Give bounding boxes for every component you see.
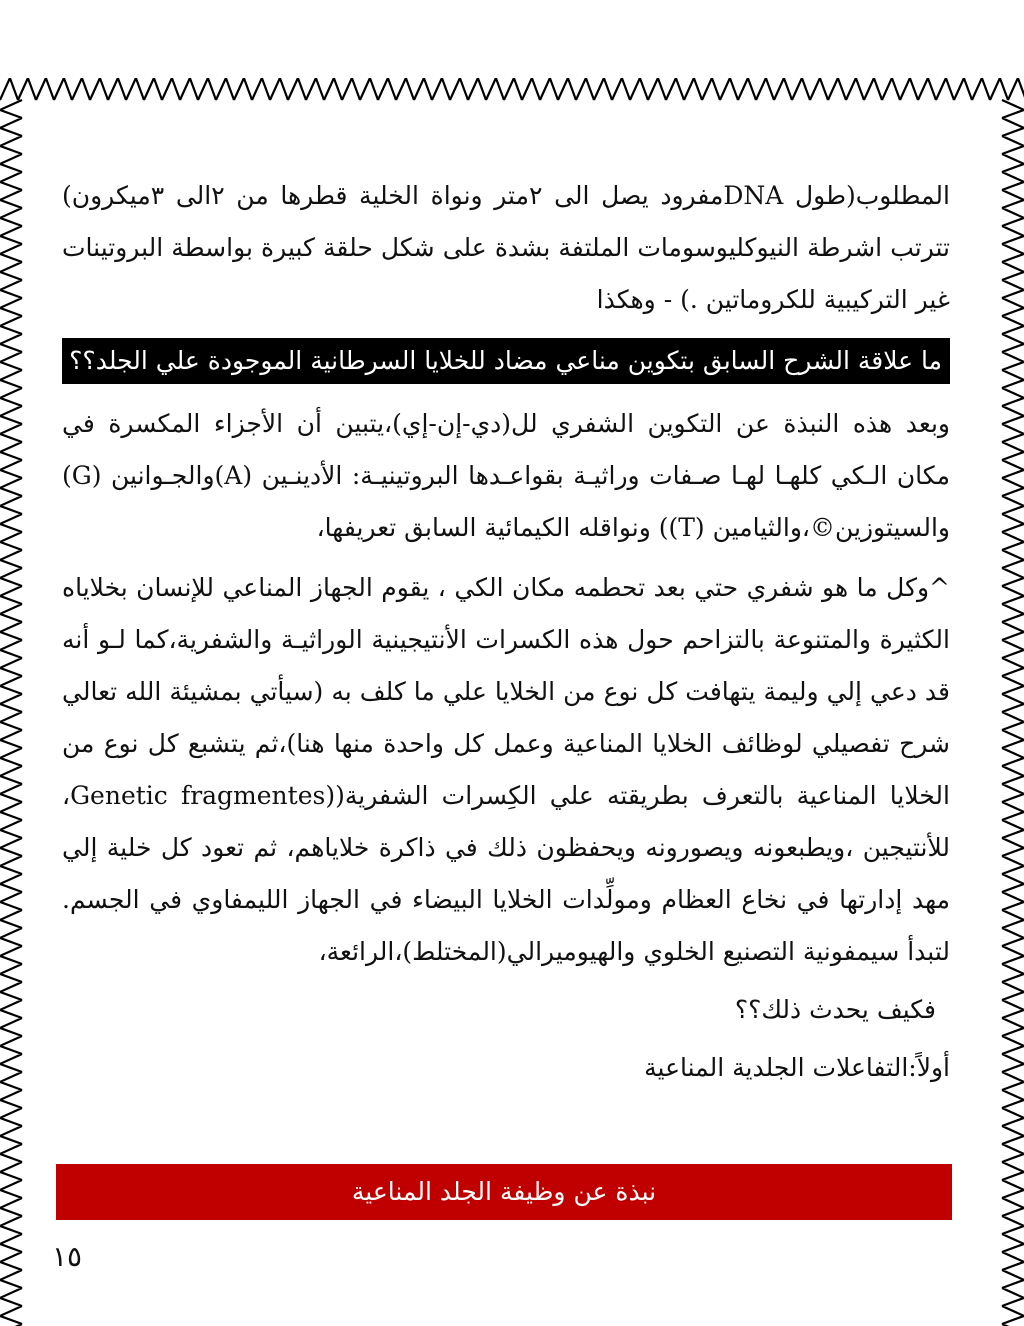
- red-heading-bar: نبذة عن وظيفة الجلد المناعية: [56, 1164, 952, 1220]
- page-content: [62, 170, 950, 1092]
- page-number: ١٥: [52, 1240, 83, 1273]
- paragraph-immune-response: ^وكل ما هو شفري حتي بعد تحطمه مكان الكي ، يقوم الجهاز المناعي للإنسان بخلاياه الكثيرة والمتنوعة بالتزاحم حول هذه الكسرات الأنتيجينية الوراثيـة والشفرية،كما لـو أنه قد دعي إلي وليمة يتهافت كل نوع من الخلايا علي ما كلف به (سيأتي بمشيئة الله تعالي شرح تفصيلي لوظائف الخلايا المناعية وعمل كل واحدة منها هنا)،ثم يتشبع كل نوع من الخلايا المناعية بالتعرف بطريقته علي الكِسرات الشفرية((Genetic fragmentes، للأنتيجين ،ويطبعونه ويصورونه ويحفظون ذلك في ذاكرة خلاياهم، ثم تعود كل خلية إلي مهد إدارتها في نخاع العظام ومولِّدات الخلايا البيضاء في الجهاز الليمفاوي في الجسم. لتبدأ سيمفونية التصنيع الخلوي والهيوميرالي(المختلط)،الرائعة،: [62, 573, 950, 966]
- section-title: أولاً:التفاعلات الجلدية المناعية: [644, 1053, 950, 1082]
- paragraph-dna-length: المطلوب(طول DNAمفرود يصل الى ٢متر ونواة الخلية قطرها من ٢الى ٣ميكرون) تترتب اشرطة النيوكليوسومات الملتفة بشدة على شكل حلقة كبيرة بواسطة البروتينات غير التركيبية للكروماتين .) - وهكذا: [62, 181, 950, 314]
- black-heading-bar: ما علاقة الشرح السابق بتكوين مناعي مضاد للخلايا السرطانية الموجودة علي الجلد؟؟: [62, 338, 950, 384]
- paragraph-genetic-code: وبعد هذه النبذة عن التكوين الشفري لل(دي-إن-إي)،يتبين أن الأجزاء المكسرة في مكان الـكي كلهـا لهـا صـفات وراثيـة بقواعـدها البروتينيـة: الأدينـين (A)والجـوانين (G) والسيتوزين©،والثيامين (T)) ونواقله الكيمائية السابق تعريفها،: [62, 409, 950, 542]
- question-line: فكيف يحدث ذلك؟؟: [734, 995, 936, 1024]
